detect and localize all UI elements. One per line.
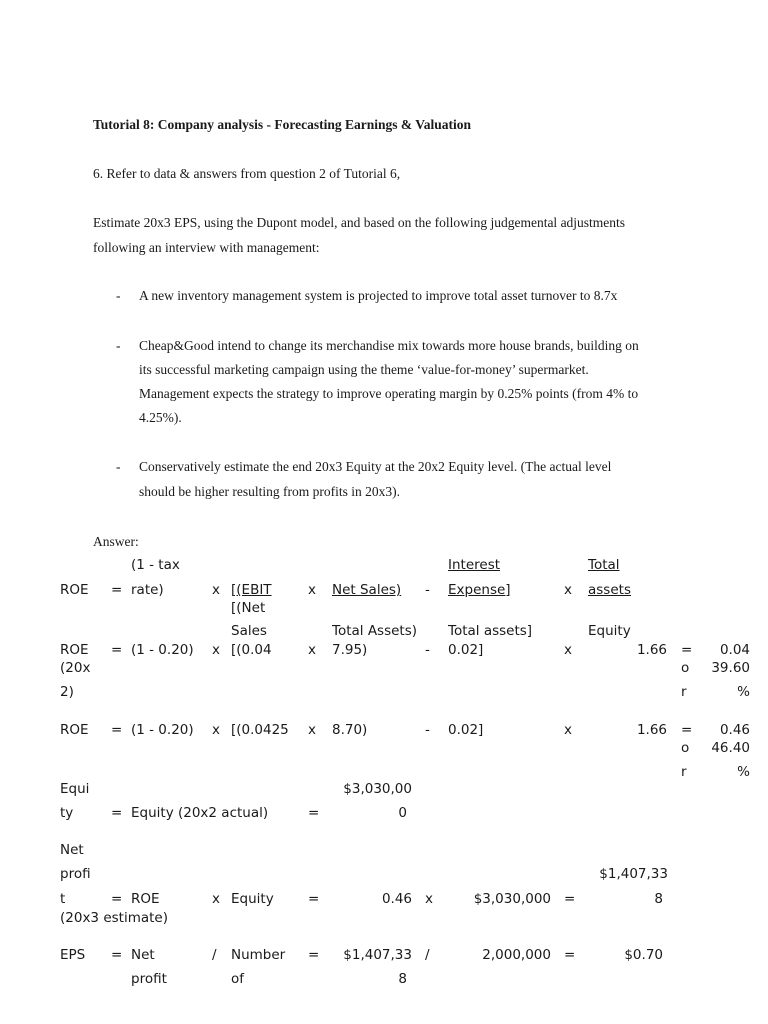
minus-sign: - [425, 722, 430, 738]
net-profit-equity-value: $3,030,000 [473, 891, 551, 907]
multiply-sign: x [308, 582, 316, 598]
eps-net-profit: Net [131, 947, 155, 963]
multiply-sign: x [308, 642, 316, 658]
roe-20x3-margin: [(0.0425 [231, 722, 289, 738]
bullet-2-line-4: 4.25%). [139, 410, 182, 425]
eps-net-profit: profit [131, 971, 167, 987]
multiply-sign: x [425, 891, 433, 907]
equals-sign: = [111, 891, 123, 907]
roe-20x3-tax: (1 - 0.20) [131, 722, 194, 738]
formula-equity: Equity [588, 623, 631, 639]
net-profit-equity: Equity [231, 891, 274, 907]
formula-tax-top: (1 - tax [131, 557, 180, 573]
formula-net-b: Sales [231, 623, 267, 639]
roe-20x3-label: ROE [60, 722, 89, 738]
equals-sign: = [564, 947, 576, 963]
roe-20x2-tax: (1 - 0.20) [131, 642, 194, 658]
answer-label: Answer: [93, 534, 139, 549]
bullet-1-text: A new inventory management system is projected to improve total asset turnover to 8.7x [139, 288, 618, 303]
multiply-sign: x [308, 722, 316, 738]
equals-sign: = [111, 582, 123, 598]
eps-label: EPS [60, 947, 86, 963]
bullet-dash: - [116, 338, 121, 353]
bullet-3-line-2: should be higher resulting from profits in 20x3). [139, 484, 400, 499]
equals-sign: = [308, 891, 320, 907]
roe-20x3-interest: 0.02] [448, 722, 484, 738]
equity-value: $3,030,00 [343, 781, 412, 797]
equals-sign: = [111, 722, 123, 738]
equals-sign: = [564, 891, 576, 907]
bullet-dash: - [116, 459, 121, 474]
equals-sign: = [308, 947, 320, 963]
formula-net-a: [(Net [231, 600, 266, 616]
multiply-sign: x [212, 642, 220, 658]
page-title: Tutorial 8: Company analysis - Forecasting Earnings & Valuation [93, 117, 472, 132]
multiply-sign: x [564, 722, 572, 738]
roe-20x2-percent: 39.60 [711, 660, 750, 676]
or-label: o [681, 740, 690, 756]
net-profit-label: profi [60, 866, 91, 882]
equals-sign: = [681, 642, 693, 658]
multiply-sign: x [564, 582, 572, 598]
roe-20x3-percent: 46.40 [711, 740, 750, 756]
equals-sign: = [111, 805, 123, 821]
bullet-dash: - [116, 288, 121, 303]
equity-label: Equi [60, 781, 90, 797]
formula-ebit: [(EBIT [231, 582, 272, 598]
formula-expense: Expense] [448, 582, 511, 598]
bullet-2-line-3: Management expects the strategy to improve operating margin by 0.25% points (from 4% to [139, 386, 639, 401]
equity-desc: Equity (20x2 actual) [131, 805, 269, 821]
equals-sign: = [111, 642, 123, 658]
eps-number-of: of [231, 971, 245, 987]
net-profit-result: $1,407,33 [599, 866, 668, 882]
formula-assets: assets [588, 582, 631, 598]
formula-roe-label: ROE [60, 582, 89, 598]
bullet-2-line-2: its successful marketing campaign using the theme ‘value-for-money’ supermarket. [139, 362, 589, 377]
net-profit-result: 8 [654, 891, 663, 907]
question-text: 6. Refer to data & answers from question 2 of Tutorial 6, [93, 166, 401, 181]
eps-profit-value: 8 [398, 971, 407, 987]
formula-tax-bottom: rate) [131, 582, 164, 598]
roe-20x3-leverage: 1.66 [636, 722, 667, 738]
net-profit-label: t [60, 891, 66, 907]
eps-profit-value: $1,407,33 [343, 947, 412, 963]
roe-20x2-label: ROE [60, 642, 89, 658]
roe-20x2-label: (20x [60, 660, 91, 676]
intro-line-1: Estimate 20x3 EPS, using the Dupont model, and based on the following judgemental adjustments [93, 215, 626, 230]
bullet-2-line-1: Cheap&Good intend to change its merchandise mix towards more house brands, building on [139, 338, 639, 353]
equals-sign: = [308, 805, 320, 821]
net-profit-roe-note: (20x3 estimate) [60, 910, 168, 926]
percent-sign: % [737, 764, 750, 780]
formula-net-sales: Net Sales) [332, 582, 402, 598]
roe-20x2-interest: 0.02] [448, 642, 484, 658]
roe-20x2-leverage: 1.66 [636, 642, 667, 658]
formula-total-top: Total [588, 557, 620, 573]
divide-sign: / [212, 947, 217, 963]
minus-sign: - [425, 582, 430, 598]
eps-number-of: Number [231, 947, 286, 963]
multiply-sign: x [212, 891, 220, 907]
or-label: r [681, 684, 687, 700]
equals-sign: = [681, 722, 693, 738]
formula-total-assets-bracket: Total assets] [448, 623, 533, 639]
multiply-sign: x [564, 642, 572, 658]
or-label: r [681, 764, 687, 780]
roe-20x2-margin: [(0.04 [231, 642, 272, 658]
roe-20x2-label: 2) [60, 684, 74, 700]
divide-sign: / [425, 947, 430, 963]
intro-line-2: following an interview with management: [93, 240, 320, 255]
equity-label: ty [60, 805, 74, 821]
equals-sign: = [111, 947, 123, 963]
formula-total-assets-paren: Total Assets) [332, 623, 418, 639]
eps-shares-value: 2,000,000 [482, 947, 551, 963]
eps-result: $0.70 [624, 947, 663, 963]
roe-20x2-result: 0.04 [719, 642, 750, 658]
net-profit-roe: ROE [131, 891, 160, 907]
formula-interest-top: Interest [448, 557, 501, 573]
percent-sign: % [737, 684, 750, 700]
or-label: o [681, 660, 690, 676]
roe-20x3-turnover: 8.70) [332, 722, 368, 738]
equity-value: 0 [398, 805, 407, 821]
net-profit-label: Net [60, 842, 84, 858]
bullet-3-line-1: Conservatively estimate the end 20x3 Equity at the 20x2 Equity level. (The actual level [139, 459, 612, 474]
net-profit-roe-value: 0.46 [381, 891, 412, 907]
roe-20x2-turnover: 7.95) [332, 642, 368, 658]
multiply-sign: x [212, 722, 220, 738]
roe-20x3-result: 0.46 [719, 722, 750, 738]
minus-sign: - [425, 642, 430, 658]
multiply-sign: x [212, 582, 220, 598]
